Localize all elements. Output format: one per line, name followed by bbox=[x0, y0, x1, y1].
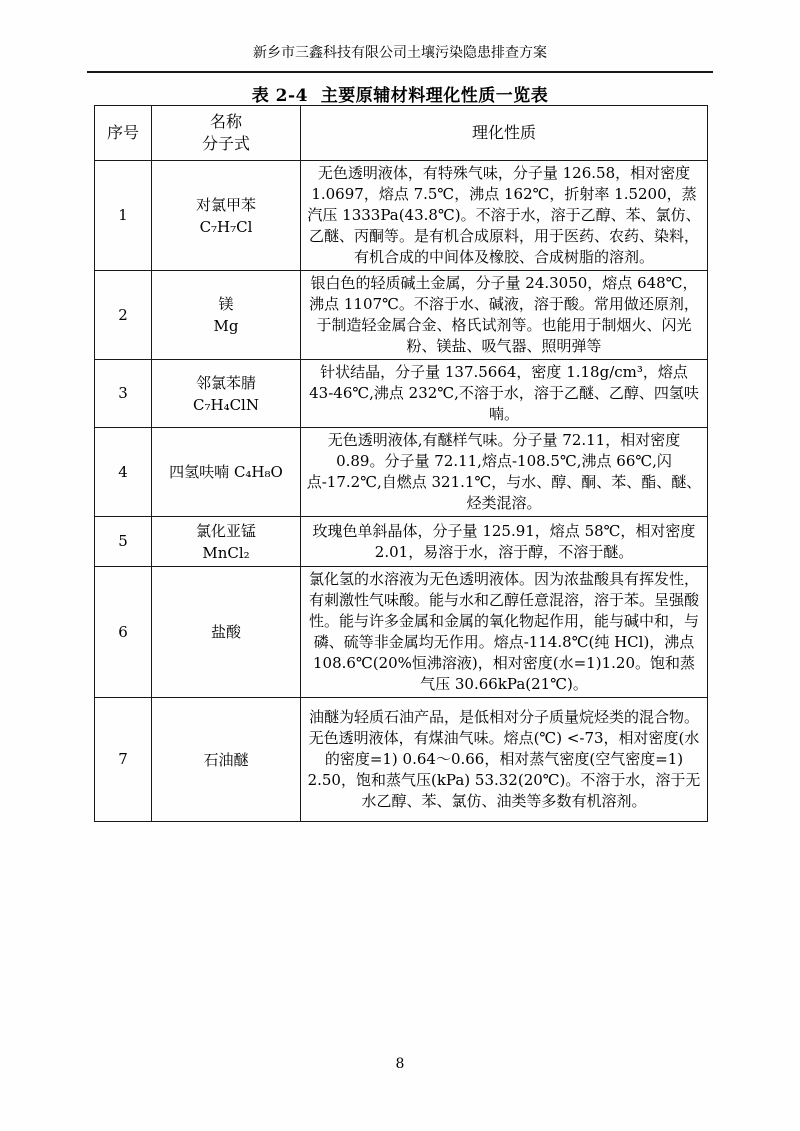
column-header-name-line1: 名称 bbox=[209, 112, 242, 131]
table-row bbox=[95, 161, 708, 271]
column-header-index: 序号 bbox=[95, 106, 152, 161]
material-name: 对氯甲苯 bbox=[195, 195, 256, 214]
page-number: 8 bbox=[395, 1056, 405, 1072]
cell-properties: 银白色的轻质碱土金属，分子量 24.3050，熔点 648℃，沸点 1107℃。不溶于水、碱液，溶于酸。常用做还原剂，于制造轻金属合金、格氏试剂等。也能用于制烟火、闪光粉、镁盐、吸气器、照明弹等 bbox=[301, 271, 708, 360]
column-header-properties: 理化性质 bbox=[301, 106, 708, 161]
cell-properties: 针状结晶，分子量 137.5664，密度 1.18g/cm³，熔点 43-46℃,沸点 232℃,不溶于水，溶于乙醚、乙醇、四氢呋喃。 bbox=[301, 360, 708, 428]
cell-name bbox=[152, 271, 301, 360]
table-row bbox=[95, 698, 708, 822]
material-name: 镁 bbox=[218, 295, 234, 313]
cell-name bbox=[152, 161, 301, 271]
column-header-name-line2: 分子式 bbox=[201, 134, 250, 153]
table-row bbox=[95, 360, 708, 428]
table-row bbox=[95, 428, 708, 517]
cell-name bbox=[152, 698, 301, 822]
cell-name bbox=[152, 517, 301, 567]
cell-index: 1 bbox=[95, 161, 152, 271]
table-header-row bbox=[95, 106, 708, 161]
cell-properties: 无色透明液体,有醚样气味。分子量 72.11，相对密度 0.89。分子量 72.11,熔点-108.5℃,沸点 66℃,闪点-17.2℃,自燃点 321.1℃，与水、醇、酮、苯、酯、醚、烃类混溶。 bbox=[301, 428, 708, 517]
page-header bbox=[87, 44, 713, 73]
material-formula: C₇H₇Cl bbox=[199, 217, 253, 236]
material-name: 邻氯苯腈 bbox=[195, 373, 256, 392]
cell-index: 5 bbox=[95, 517, 152, 567]
material-formula: C₇H₄ClN bbox=[193, 395, 259, 414]
material-name: 盐酸 bbox=[210, 623, 241, 641]
material-name: 四氢呋喃 C₄H₈O bbox=[169, 463, 283, 481]
table-row bbox=[95, 271, 708, 360]
cell-name bbox=[152, 567, 301, 698]
cell-index: 4 bbox=[95, 428, 152, 517]
material-formula: Mg bbox=[213, 317, 239, 335]
cell-name bbox=[152, 428, 301, 517]
table-row bbox=[95, 517, 708, 567]
cell-properties: 玫瑰色单斜晶体，分子量 125.91，熔点 58℃，相对密度 2.01，易溶于水，溶于醇，不溶于醚。 bbox=[301, 517, 708, 567]
material-name: 石油醚 bbox=[203, 750, 249, 769]
materials-properties-table bbox=[94, 105, 708, 822]
cell-properties: 氯化氢的水溶液为无色透明液体。因为浓盐酸具有挥发性，有刺激性气味酸。能与水和乙醇任意混溶，溶于苯。呈强酸性。能与许多金属和金属的氧化物起作用，能与碱中和，与磷、硫等非金属均无作用。熔点-114.8℃(纯 HCl)，沸点 108.6℃(20%恒沸溶液)，相对密度(水=1)1.20。饱和蒸气压 30.66kPa(21℃)。 bbox=[301, 567, 708, 698]
cell-index: 6 bbox=[95, 567, 152, 698]
page-title: 表 2-4 主要原辅材料理化性质一览表 bbox=[251, 86, 549, 106]
cell-properties: 无色透明液体，有特殊气味，分子量 126.58，相对密度 1.0697，熔点 7.5℃，沸点 162℃，折射率 1.5200，蒸汽压 1333Pa(43.8℃)。不溶于水，溶于乙醇、苯、氯仿、乙醚、丙酮等。是有机合成原料，用于医药、农药、染料，有机合成的中间体及橡胶、合成树脂的溶剂。 bbox=[301, 161, 708, 271]
material-formula: MnCl₂ bbox=[202, 543, 250, 562]
table-row bbox=[95, 567, 708, 698]
cell-name bbox=[152, 360, 301, 428]
page-header-text: 新乡市三鑫科技有限公司土壤污染隐患排查方案 bbox=[253, 45, 547, 61]
column-header-name bbox=[152, 106, 301, 161]
cell-index: 3 bbox=[95, 360, 152, 428]
cell-index: 7 bbox=[95, 698, 152, 822]
cell-properties: 油醚为轻质石油产品，是低相对分子质量烷烃类的混合物。无色透明液体，有煤油气味。熔点(℃) <-73，相对密度(水的密度=1) 0.64～0.66，相对蒸气密度(空气密度=1) 2.50，饱和蒸气压(kPa) 53.32(20℃)。不溶于水，溶于无水乙醇、苯、氯仿、油类等多数有机溶剂。 bbox=[301, 698, 708, 822]
material-name: 氯化亚锰 bbox=[195, 521, 256, 540]
cell-index: 2 bbox=[95, 271, 152, 360]
